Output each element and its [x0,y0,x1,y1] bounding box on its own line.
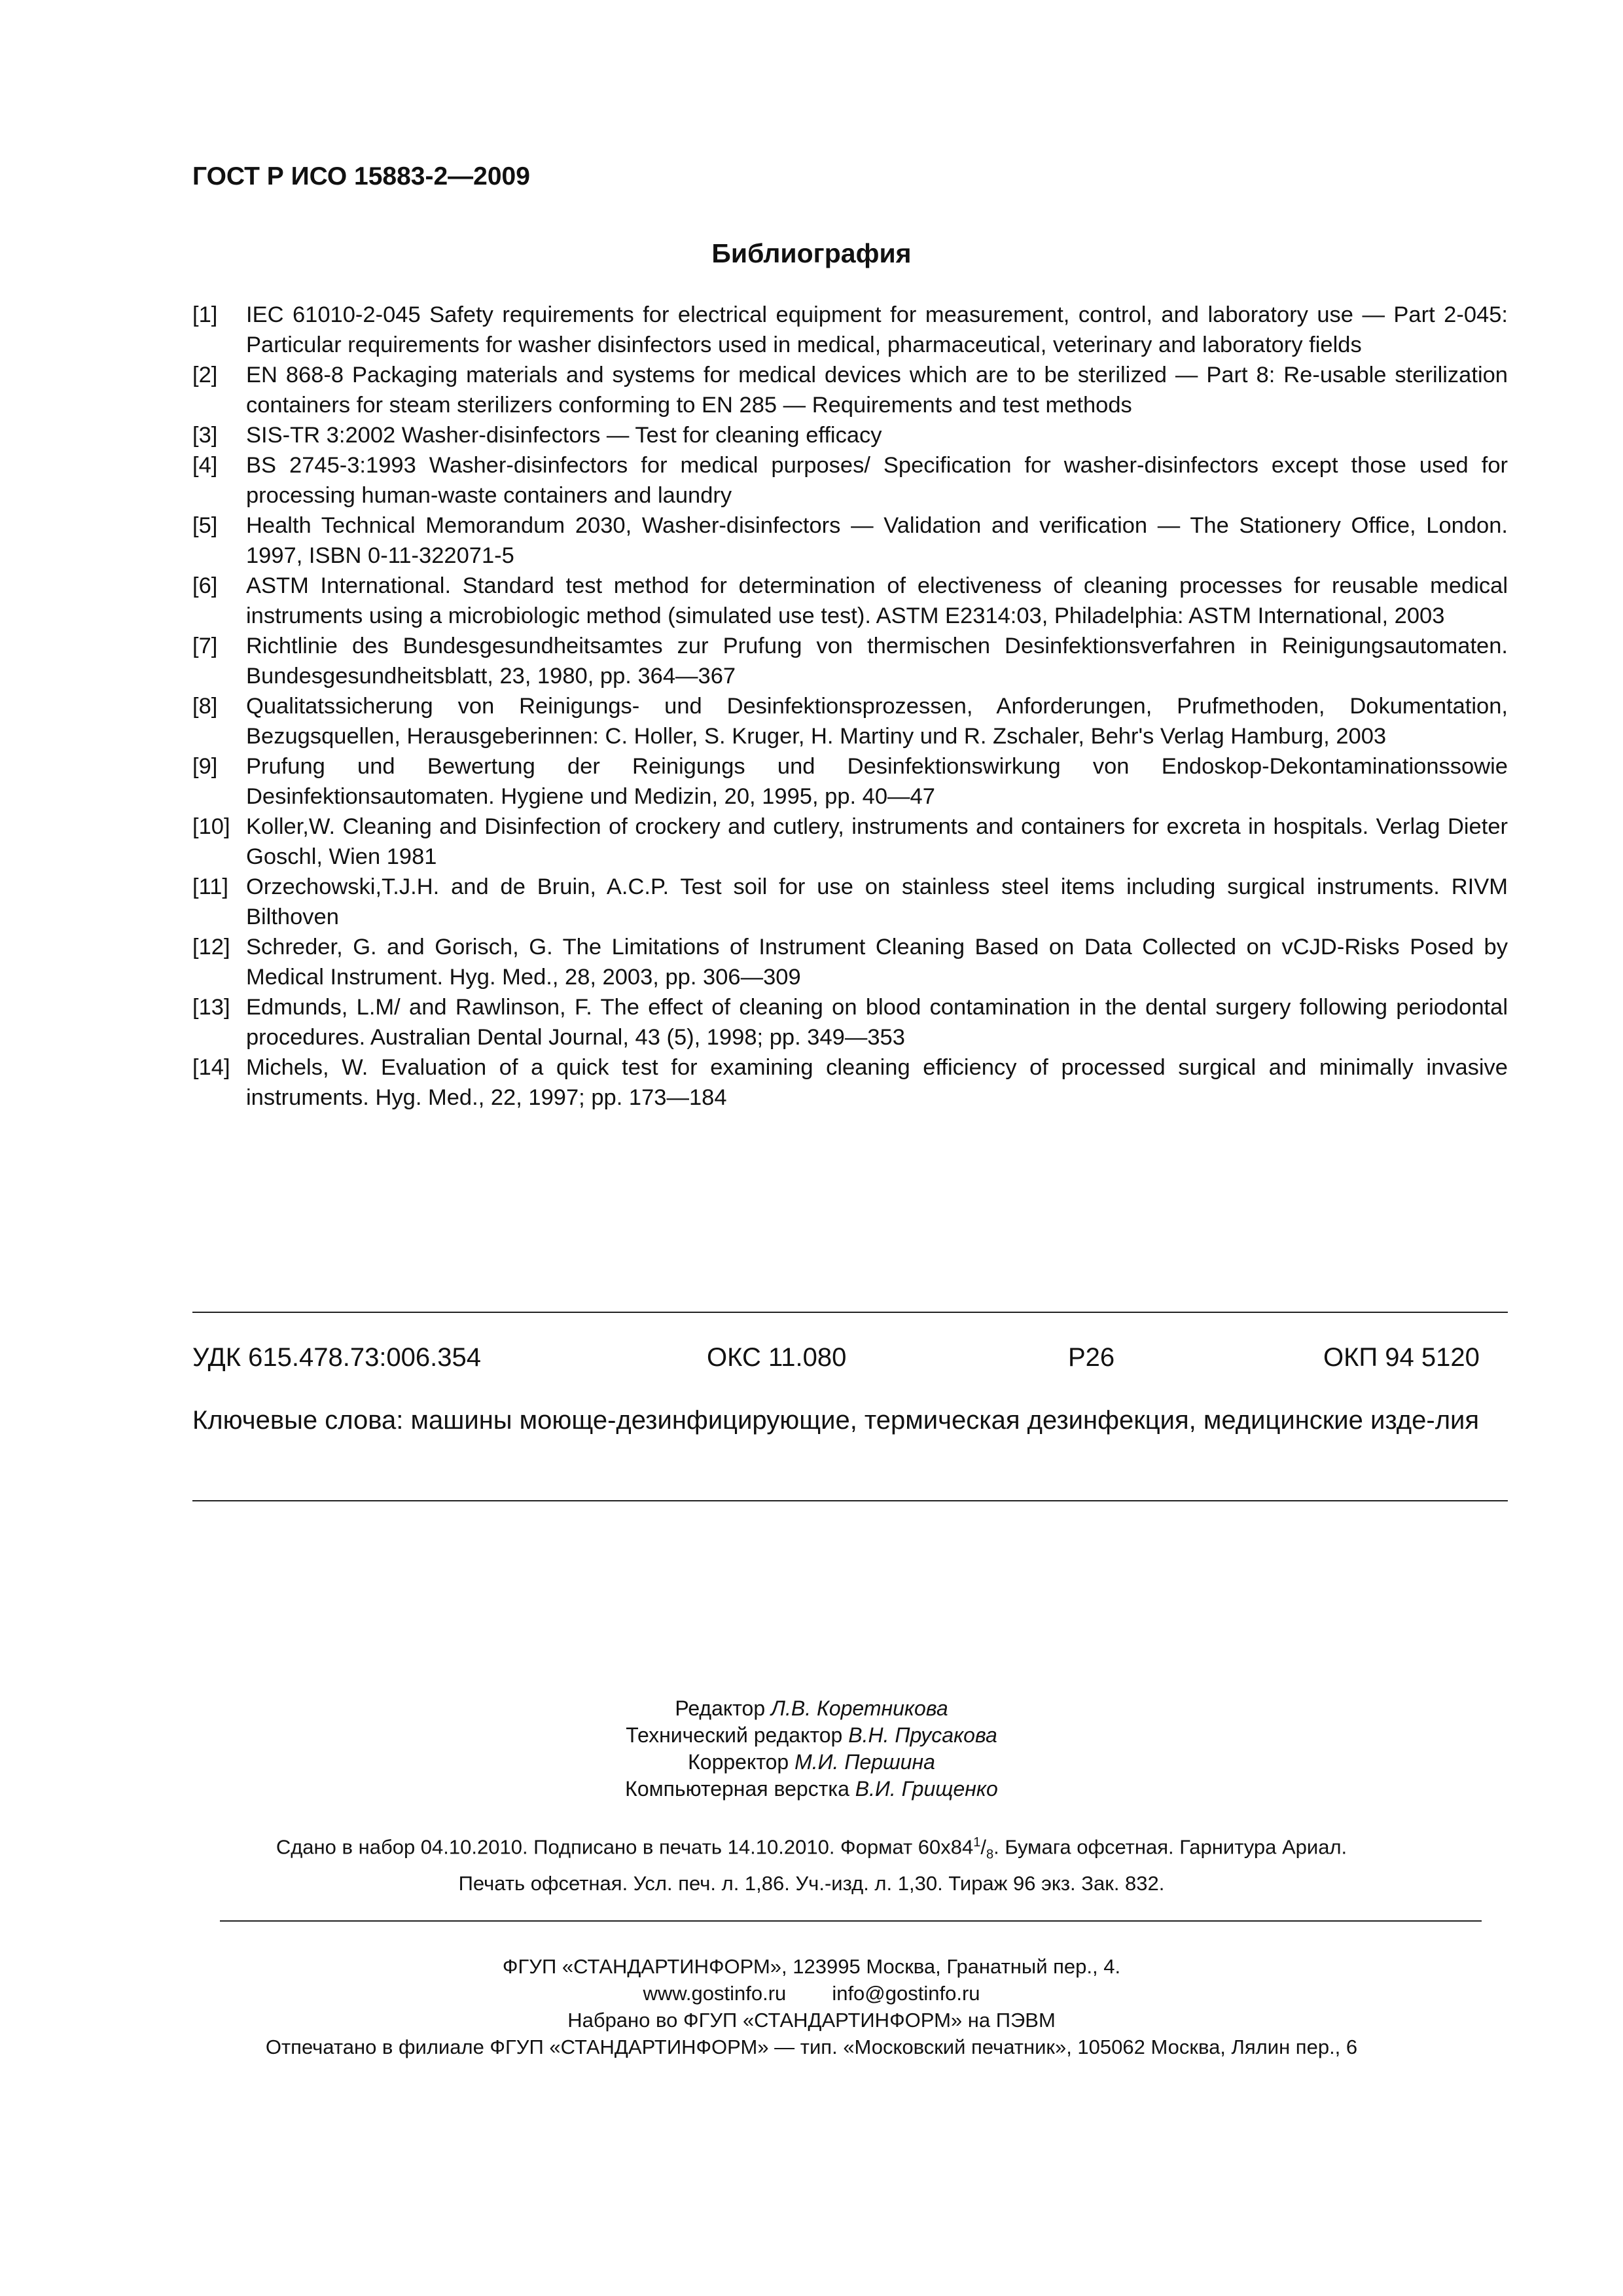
bibliography-entry-number: [8] [192,694,218,719]
format-fraction-numerator: 1 [973,1835,981,1850]
bibliography-entry [192,691,1508,751]
bibliography-entry-number: [11] [192,874,228,899]
print-info-text: . Бумага офсетная. Гарнитура Ариал. [993,1835,1347,1859]
bibliography-entry-number: [1] [192,302,218,327]
bibliography-entry [192,420,1508,450]
bibliography-entry-number: [12] [192,935,230,960]
publisher-website: www.gostinfo.ru [643,1982,787,2005]
bibliography-entry-text: Richtlinie des Bundesgesundheitsamtes zur Prufung von thermischen Desinfektionsverfahren in Reinigungsautomaten. Bundesgesundheitsblatt, 23, 1980, pp. 364—367 [246,634,1508,689]
bottom-divider [192,1500,1508,1501]
print-info-line-1: Сдано в набор 04.10.2010. Подписано в печать 14.10.2010. Формат $60x84^1/_8$. Бумага офсетная. Гарнитура Ариал. [276,1835,1347,1862]
publisher-email: info@gostinfo.ru [832,1982,980,2005]
bibliography-list [192,300,1508,1113]
bibliography-entry-text: EN 868-8 Packaging materials and systems for medical devices which are to be sterilized — Part 8: Re-usable sterilization containers for steam sterilizers conforming to EN 285 — Requirements and test methods [246,363,1508,418]
bibliography-entry [192,932,1508,992]
credit-role: Технический редактор [626,1723,843,1747]
group-code: Р26 [1068,1343,1115,1372]
bibliography-entry [192,360,1508,420]
bibliography-heading: Библиография [711,238,912,268]
print-info-line-2: Печать офсетная. Усл. печ. л. 1,86. Уч.-изд. л. 1,30. Тираж 96 экз. Зак. 832. [458,1871,1165,1895]
bibliography-entry-number: [10] [192,814,230,839]
bibliography-entry-text: Prufung und Bewertung der Reinigungs und Desinfektionswirkung von Endoskop-Dekontaminationssowie Desinfektionsautomaten. Hygiene und Medizin, 20, 1995, pp. 40—47 [246,754,1508,809]
bibliography-entry-text: Michels, W. Evaluation of a quick test for examining cleaning efficiency of processed surgical and minimally invasive instruments. Hyg. Med., 22, 1997; pp. 173—184 [246,1055,1508,1110]
bibliography-entry-text: SIS-TR 3:2002 Washer-disinfectors — Test for cleaning efficacy [246,423,882,448]
bibliography-entry [192,1052,1508,1113]
udk-code: УДК 615.478.73:006.354 [192,1343,482,1372]
publisher-address: ФГУП «СТАНДАРТИНФОРМ», 123995 Москва, Гранатный пер., 4. [502,1955,1121,1978]
publisher-divider [220,1920,1482,1922]
bibliography-entry-number: [2] [192,363,218,387]
credit-name: В.Н. Прусакова [848,1723,997,1747]
bibliography-entry [192,812,1508,872]
bibliography-entry [192,751,1508,812]
bibliography-entry-text: ASTM International. Standard test method for determination of electiveness of cleaning processes for reusable medical instruments using a microbiologic method (simulated use test). ASTM E2314:03, Philadelphia: ASTM International, 2003 [246,573,1508,628]
top-divider [192,1312,1508,1313]
bibliography-entry-text: IEC 61010-2-045 Safety requirements for electrical equipment for measurement, control, and laboratory use — Part 2-045: Particular requirements for washer disinfectors used in medical, pharmaceutical, veterinary and laboratory fields [246,302,1508,357]
bibliography-entry [192,450,1508,511]
bibliography-entry-number: [4] [192,453,218,478]
keywords: Ключевые слова: машины моюще-дезинфицирующие, термическая дезинфекция, медицинские изде-лия [192,1406,1480,1435]
print-info-text: Сдано в набор 04.10.2010. Подписано в печать 14.10.2010. Формат 60x84 [276,1835,974,1859]
bibliography-entry-number: [9] [192,754,218,779]
credit-tech-editor [0,1722,1623,1749]
bibliography-entry-number: [6] [192,573,218,598]
credit-name: Л.В. Коретникова [771,1696,948,1720]
bibliography-entry-number: [13] [192,995,230,1020]
format-fraction-denominator: 8 [986,1847,994,1862]
bibliography-entry [192,571,1508,631]
standard-designation: ГОСТ Р ИСО 15883-2—2009 [192,162,530,190]
bibliography-entry [192,511,1508,571]
credit-role: Редактор [675,1696,766,1720]
bibliography-entry-number: [3] [192,423,218,448]
publisher-contacts [0,1980,1623,2007]
print-info [0,1829,1623,1897]
okp-code: ОКП 94 5120 [1323,1343,1480,1372]
credit-layout [0,1776,1623,1803]
bibliography-entry-text: Health Technical Memorandum 2030, Washer-disinfectors — Validation and verification — The Stationery Office, London. 1997, ISBN 0-11-322071-5 [246,513,1508,568]
printed-note: Отпечатано в филиале ФГУП «СТАНДАРТИНФОРМ» — тип. «Московский печатник», 105062 Москва, Лялин пер., 6 [265,2036,1358,2058]
bibliography-entry [192,992,1508,1052]
oks-code: ОКС 11.080 [707,1343,847,1372]
bibliography-entry-text: Edmunds, L.M/ and Rawlinson, F. The effect of cleaning on blood contamination in the dental surgery following periodontal procedures. Australian Dental Journal, 43 (5), 1998; pp. 349—353 [246,995,1508,1050]
credit-name: М.И. Першина [794,1750,935,1774]
bibliography-entry-number: [14] [192,1055,230,1080]
bibliography-entry-text: Orzechowski,T.J.H. and de Bruin, A.C.P. Test soil for use on stainless steel items including surgical instruments. RIVM Bilthoven [246,874,1508,929]
credit-editor [0,1695,1623,1722]
credit-name: В.И. Грищенко [855,1777,998,1801]
bibliography-entry [192,631,1508,691]
bibliography-entry-text: BS 2745-3:1993 Washer-disinfectors for medical purposes/ Specification for washer-disinfectors except those used for processing human-waste containers and laundry [246,453,1508,508]
bibliography-entry-number: [5] [192,513,218,538]
publisher-block [0,1953,1623,2060]
bibliography-entry-text: Qualitatssicherung von Reinigungs- und Desinfektionsprozessen, Anforderungen, Prufmethoden, Dokumentation, Bezugsquellen, Herausgeberinnen: C. Holler, S. Kruger, H. Martiny und R. Zschaler, Behr's Verlag Hamburg, 2003 [246,694,1508,749]
credit-role: Корректор [688,1750,789,1774]
credit-role: Компьютерная верстка [625,1777,849,1801]
credit-proofreader [0,1749,1623,1776]
bibliography-entry [192,300,1508,360]
typeset-note: Набрано во ФГУП «СТАНДАРТИНФОРМ» на ПЭВМ [567,2009,1056,2032]
bibliography-entry-number: [7] [192,634,218,658]
bibliography-entry-text: Schreder, G. and Gorisch, G. The Limitations of Instrument Cleaning Based on Data Collected on vCJD-Risks Posed by Medical Instrument. Hyg. Med., 28, 2003, pp. 306—309 [246,935,1508,990]
bibliography-entry [192,872,1508,932]
bibliography-entry-text: Koller,W. Cleaning and Disinfection of crockery and cutlery, instruments and containers for excreta in hospitals. Verlag Dieter Goschl, Wien 1981 [246,814,1508,869]
credits-block [0,1695,1623,1803]
